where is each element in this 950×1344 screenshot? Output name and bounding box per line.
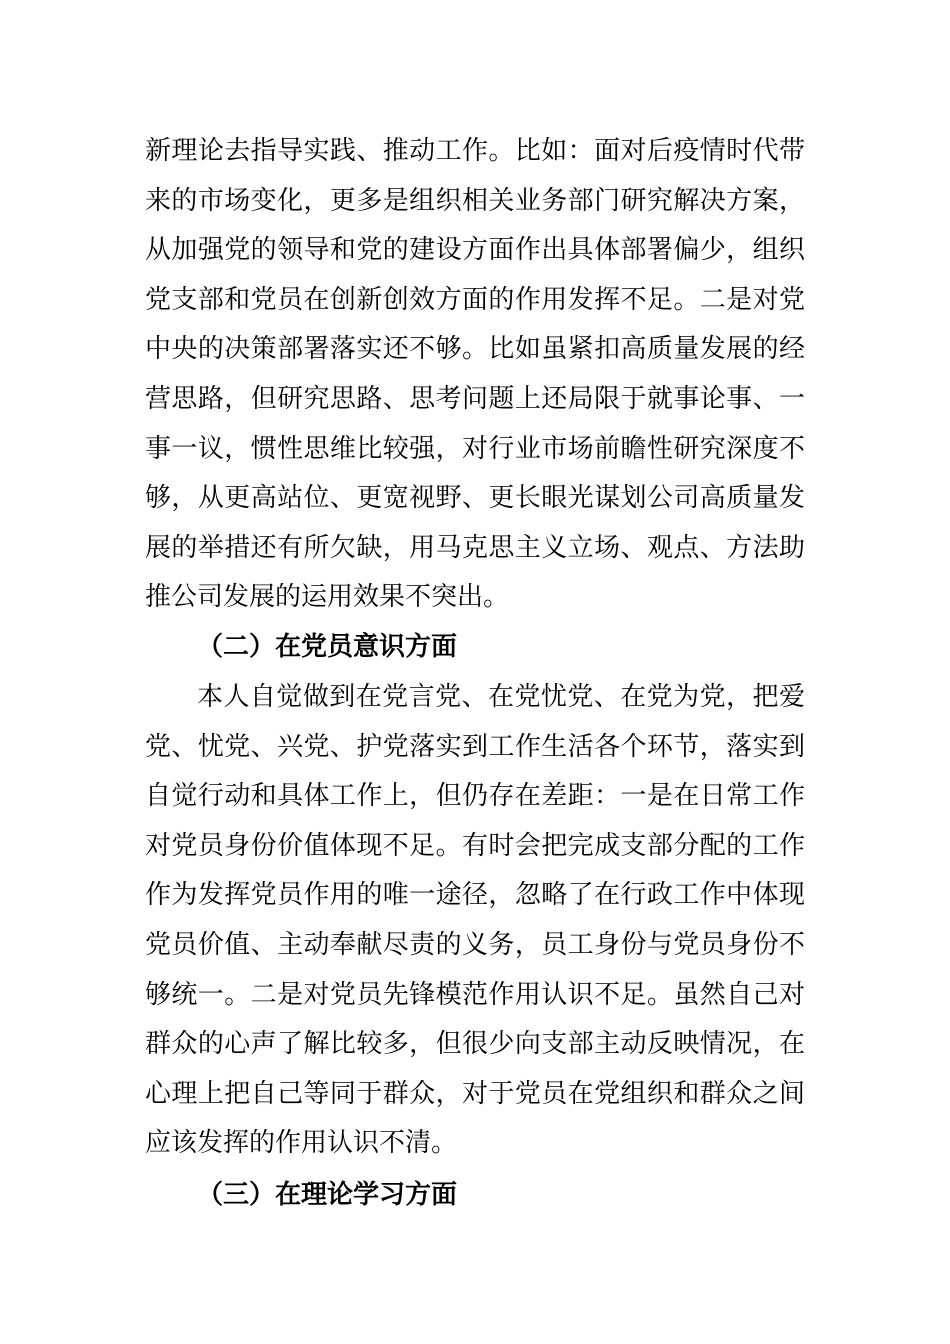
paragraph-line: 从加强党的领导和党的建设方面作出具体部署偏少，组织 [145, 235, 805, 266]
paragraph-line: 党支部和党员在创新创效方面的作用发挥不足。二是对党 [145, 284, 805, 315]
paragraph-line: 来的市场变化，更多是组织相关业务部门研究解决方案， [145, 185, 805, 216]
section-heading-theory-study [145, 1171, 805, 1221]
paragraph-line: 新理论去指导实践、推动工作。比如：面对后疫情时代带 [145, 136, 805, 166]
section-heading: （二）在党员意识方面 [197, 632, 458, 662]
paragraph-line: 中央的决策部署落实还不够。比如虽紧扣高质量发展的经 [145, 334, 805, 365]
paragraph-line: 本人自觉做到在党言党、在党忧党、在党为党，把爱 [197, 682, 805, 712]
paragraph-line: 对党员身份价值体现不足。有时会把完成支部分配的工作 [145, 830, 805, 861]
paragraph-line: 事一议，惯性思维比较强，对行业市场前瞻性研究深度不 [145, 433, 805, 464]
paragraph-line: 推公司发展的运用效果不突出。 [145, 582, 510, 613]
paragraph-line: 自觉行动和具体工作上，但仍存在差距：一是在日常工作 [145, 781, 805, 812]
paragraph-line: 够统一。二是对党员先锋模范作用认识不足。虽然自己对 [145, 979, 805, 1010]
paragraph-line: 党、忧党、兴党、护党落实到工作生活各个环节，落实到 [145, 731, 805, 762]
paragraph-line: 够，从更高站位、更宽视野、更长眼光谋划公司高质量发 [145, 483, 805, 514]
paragraph-line: 心理上把自己等同于群众，对于党员在党组织和群众之间 [145, 1078, 805, 1109]
paragraph-party-awareness [145, 673, 805, 1169]
paragraph-line: 党员价值、主动奉献尽责的义务，员工身份与党员身份不 [145, 929, 805, 960]
paragraph-party-leadership [145, 127, 805, 623]
paragraph-line: 展的举措还有所欠缺，用马克思主义立场、观点、方法助 [145, 532, 805, 563]
paragraph-line: 应该发挥的作用认识不清。 [145, 1128, 458, 1159]
paragraph-line: 营思路，但研究思路、思考问题上还局限于就事论事、一 [145, 383, 805, 414]
section-heading: （三）在理论学习方面 [197, 1180, 458, 1210]
paragraph-line: 群众的心声了解比较多，但很少向支部主动反映情况，在 [145, 1029, 805, 1060]
paragraph-line: 作为发挥党员作用的唯一途径，忽略了在行政工作中体现 [145, 880, 805, 911]
section-heading-party-awareness [145, 623, 805, 673]
